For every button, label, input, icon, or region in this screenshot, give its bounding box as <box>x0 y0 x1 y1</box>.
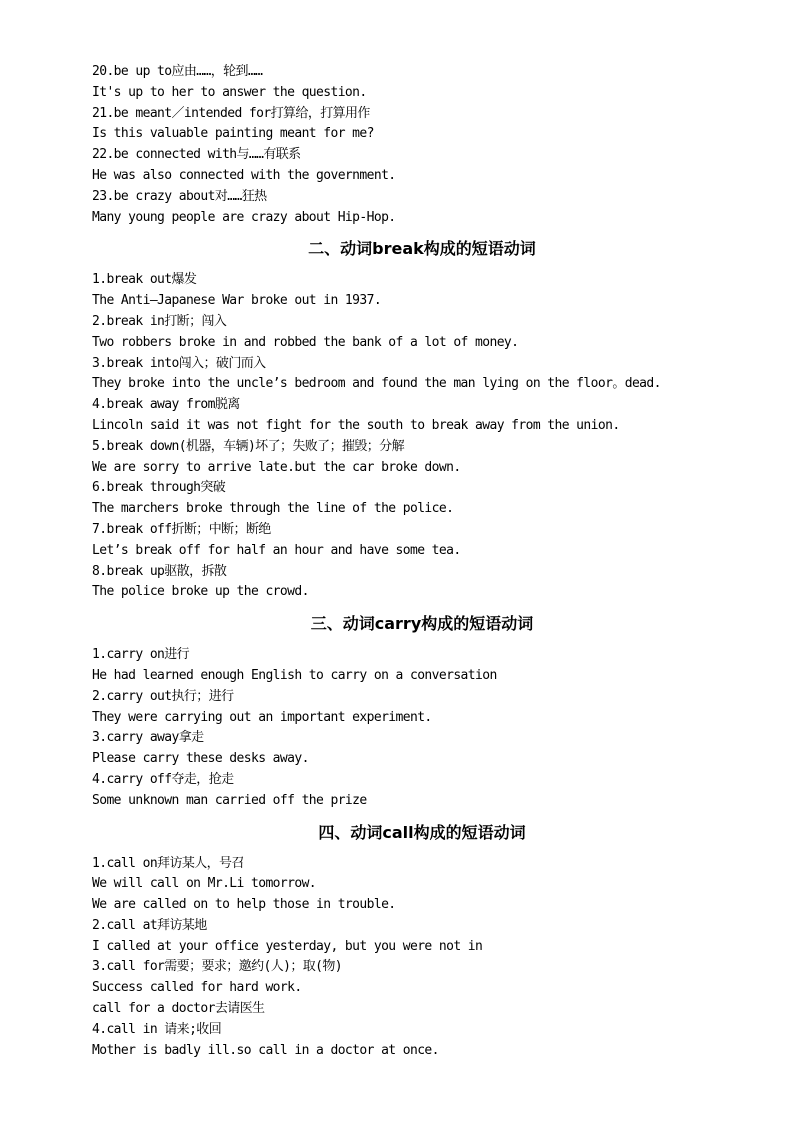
example-sentence: Mother is badly ill.so call in a doctor at once. <box>92 1042 439 1058</box>
example-sentence: Some unknown man carried off the prize <box>92 792 367 808</box>
phrase-entry: 4.break away from脱离 <box>92 397 240 413</box>
example-sentence: We are called on to help those in trouble. <box>92 897 396 913</box>
phrase-entry: 7.break off折断；中断；断绝 <box>92 521 271 537</box>
phrase-entry: 1.break out爆发 <box>92 272 197 288</box>
example-sentence: They broke into the uncle’s bedroom and found the man lying on the floor。dead. <box>92 376 661 392</box>
phrase-entry: 1.carry on进行 <box>92 647 190 663</box>
example-sentence: He had learned enough English to carry on a conversation <box>92 667 497 683</box>
phrase-entry: 3.call for需要；要求；邀约(人)；取(物) <box>92 959 342 975</box>
example-sentence: We are sorry to arrive late.but the car broke down. <box>92 459 461 475</box>
example-sentence: Please carry these desks away. <box>92 751 309 767</box>
section-call <box>92 812 752 1062</box>
example-sentence: Is this valuable painting meant for me? <box>92 126 374 142</box>
phrase-entry: 20.be up to应由……，轮到…… <box>92 64 263 79</box>
phrase-entry: 1.call on拜访某人，号召 <box>92 855 244 871</box>
example-sentence: I called at your office yesterday, but you were not in <box>92 938 483 954</box>
example-sentence: The marchers broke through the line of the police. <box>92 501 454 517</box>
phrase-entry: 6.break through突破 <box>92 480 226 496</box>
phrase-entry: 8.break up驱散，拆散 <box>92 563 227 579</box>
phrase-entry: 2.call at拜访某地 <box>92 917 207 933</box>
phrase-entry: 5.break down(机器，车辆)坏了；失败了；摧毁；分解 <box>92 438 404 454</box>
document-page <box>92 62 752 1061</box>
example-sentence: They were carrying out an important experiment. <box>92 709 432 725</box>
phrase-entry: 21.be meant／intended for打算给，打算用作 <box>92 105 370 121</box>
phrase-entry: 2.carry out执行；进行 <box>92 688 234 704</box>
section-heading: 二、动词break构成的短语动词 <box>308 239 536 259</box>
example-sentence: Many young people are crazy about Hip-Hop. <box>92 209 396 225</box>
example-sentence: Let’s break off for half an hour and have some tea. <box>92 542 461 558</box>
section-carry <box>92 603 752 811</box>
section-break <box>92 228 752 603</box>
phrase-entry: 3.break into闯入；破门而入 <box>92 355 266 371</box>
example-sentence: The police broke up the crowd. <box>92 584 309 600</box>
example-sentence: The Anti—Japanese War broke out in 1937. <box>92 293 382 309</box>
example-sentence: He was also connected with the government. <box>92 167 396 183</box>
phrase-entry: 4.carry off夺走，抢走 <box>92 771 234 787</box>
intro-block <box>92 62 752 228</box>
phrase-entry: 2.break in打断；闯入 <box>92 313 227 329</box>
phrase-entry: call for a doctor去请医生 <box>92 1001 265 1017</box>
example-sentence: Success called for hard work. <box>92 980 302 996</box>
section-heading: 四、动词call构成的短语动词 <box>318 822 526 842</box>
example-sentence: Two robbers broke in and robbed the bank of a lot of money. <box>92 334 519 350</box>
example-sentence: It's up to her to answer the question. <box>92 84 367 100</box>
example-sentence: Lincoln said it was not fight for the south to break away from the union. <box>92 417 620 433</box>
section-heading: 三、动词carry构成的短语动词 <box>310 614 534 634</box>
phrase-entry: 4.call in 请来;收回 <box>92 1021 222 1037</box>
phrase-entry: 22.be connected with与……有联系 <box>92 147 301 163</box>
example-sentence: We will call on Mr.Li tomorrow. <box>92 876 317 892</box>
phrase-entry: 3.carry away拿走 <box>92 730 204 746</box>
phrase-entry: 23.be crazy about对……狂热 <box>92 188 267 204</box>
